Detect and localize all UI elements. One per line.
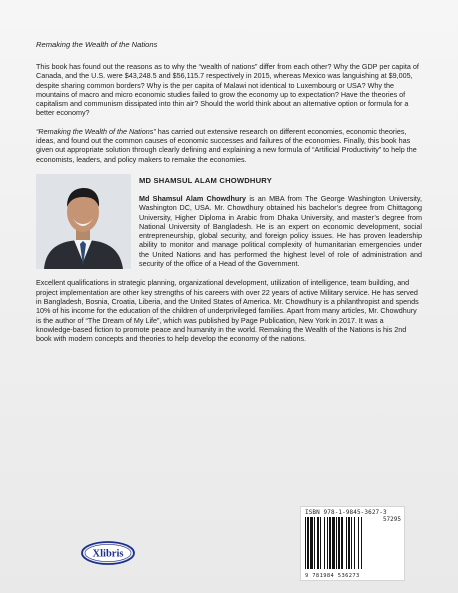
- publisher-logo: [81, 541, 135, 565]
- author-portrait-image: [36, 174, 131, 269]
- description-paragraph-2-text: has carried out extensive research on different economies, economic theories, ideas, and found out the common causes of economic successes and failures of the economies. Finally, this book has given out appropriate solution through clearly defining and explaining a new formula of “Artificial Productivity” to help the economists, leaders, and policy makers to remake the economies.: [36, 126, 417, 164]
- barcode-number: 9 781984 536273: [305, 573, 360, 579]
- author-bio-paragraph-2: Excellent qualifications in strategic planning, organizational development, utilization of intelligence, team building, and project implementation are other key strengths of his careers with over 22 years of active Military service. He has served in Bangladesh, Bosnia, Croatia, Liberia, and the United States of America. Mr. Chowdhury is a philanthropist and spends 10% of his income for the education of the children of underprivileged families. Apart from many articles, Mr. Chowdhury is the author of “The Dream of My Life”, which was published by Page Publication, New York in 2017. It was a knowledge-based fiction to promote peace and humanity in the world. Remaking the Wealth of the Nations is his 2nd book with modern concepts and theories to help develop the economy of the nations.: [36, 278, 419, 344]
- author-name-bold: Md Shamsul Alam Chowdhury: [139, 193, 247, 203]
- author-bio-paragraph-1-text: is an MBA from The George Washington University, Washington DC, USA. Mr. Chowdhury obtained his bachelor’s degree from Chittagong University, Higher Diploma in Arabic from Dhaka University, and master’s degree from National University of Bangladesh. He is an expert on economic development, social entrepreneurship, global security, and foreign policy issues. He has proven leadership ability to monitor and manage political complexity of humanitarian emergencies under the United Nations and has performed the highest level of role of administration and security of the office of a Head of the Government.: [139, 193, 422, 269]
- xlibris-logo-icon: [81, 541, 135, 565]
- isbn-barcode: [300, 506, 405, 581]
- description-paragraph-1: This book has found out the reasons as to why the “wealth of nations” differ from each other? Why the GDP per capita of Canada, and the U.S. were $43,248.5 and $56,115.7 respectively in 2015, whereas Mexico was languishing at $9,005, despite sharing common borders? Why is the per capita of Malawi not identical to Luxembourg or USA? Why the mountains of macro and micro economic studies failed to grow the economy up to expectation? Have the theories of capitalism and communism dissipated into thin air? Should the world think about an alternative option or formula for a better economy?: [36, 62, 419, 118]
- book-title-inline: “Remaking the Wealth of the Nations”: [36, 126, 156, 136]
- author-name-heading: MD SHAMSUL ALAM CHOWDHURY: [139, 175, 272, 185]
- barcode-icon: [305, 517, 373, 573]
- author-photo: [36, 174, 131, 269]
- svg-text:Xlibris: Xlibris: [92, 548, 124, 560]
- author-section: [36, 174, 422, 278]
- description-paragraph-2: [36, 127, 422, 164]
- book-title-heading: Remaking the Wealth of the Nations: [36, 40, 158, 49]
- isbn-label: ISBN 978-1-9845-3627-3: [305, 509, 387, 516]
- price-code: 57295: [382, 516, 401, 523]
- cover-footer: [0, 498, 458, 593]
